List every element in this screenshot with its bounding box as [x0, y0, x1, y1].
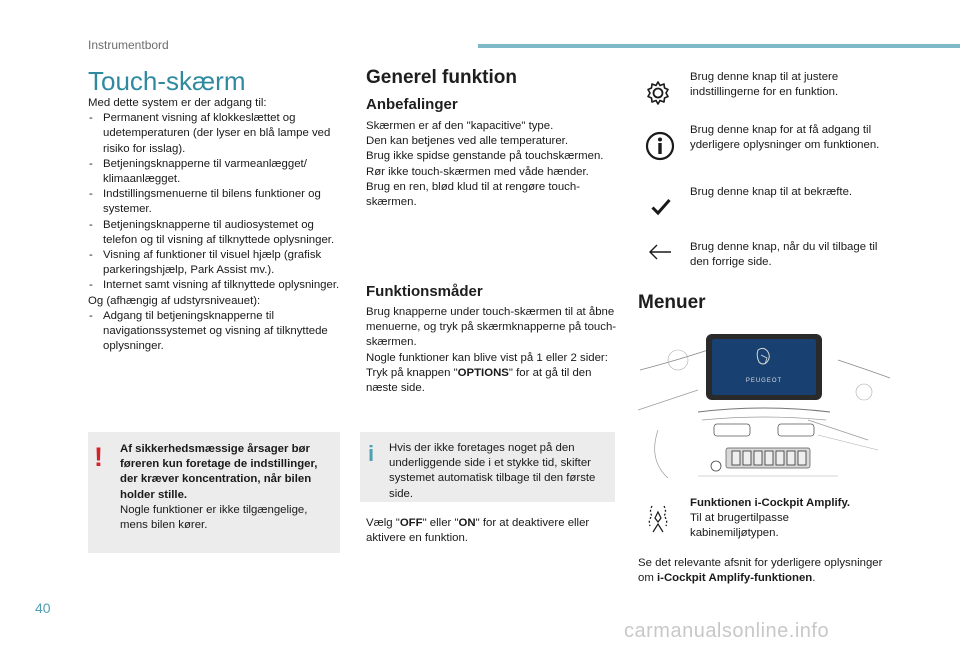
- recommendation-line: Brug en ren, blød klud til at rengøre touch-skærmen.: [366, 180, 580, 209]
- warning-bold-text: Af sikkerhedsmæssige årsager bør føreren kun foretage de indstillinger, der kræver koncentration, når bilen holder stille.: [120, 443, 318, 501]
- see-text-part: Se det relevante afsnit for yderligere oplysninger om: [638, 557, 883, 585]
- list-item: - Betjeningsknapperne til audiosystemet og telefon og til visning af tilknyttede oplysninger.: [88, 218, 344, 248]
- info-note-text: Hvis der ikke foretages noget på den underliggende side i et stykke tid, skifter systemet automatisk tilbage til den første side.: [389, 442, 596, 500]
- outro-text: Og (afhængig af udstyrsniveauet):: [88, 294, 261, 307]
- toggle-text-part: Vælg ": [366, 517, 400, 529]
- list-item: - Visning af funktioner til visuel hjælp (grafisk parkeringshjælp, Park Assist mv.).: [88, 248, 344, 278]
- toggle-text-part: " eller ": [422, 517, 459, 529]
- list-item: - Permanent visning af klokkeslættet og udetemperaturen (der lyser en blå lampe ved risiko for isslag).: [88, 111, 344, 157]
- warning-icon: !: [94, 442, 103, 472]
- list-item: - Adgang til betjeningsknapperne til navigationssystemet og visning af tilknyttede oplysninger.: [88, 309, 344, 355]
- list-item: - Internet samt visning af tilknyttede oplysninger.: [88, 278, 344, 293]
- safety-warning-text: [120, 442, 330, 533]
- recommendation-line: Skærmen er af den "kapacitive" type.: [366, 120, 554, 132]
- optional-feature-list: [88, 309, 344, 355]
- recommendation-line: Rør ikke touch-skærmen med våde hænder.: [366, 165, 589, 178]
- amplify-body: Til at brugertilpasse kabinemiljøtypen.: [690, 512, 789, 540]
- see-bold-reference: i-Cockpit Amplify-funktionen: [657, 572, 813, 585]
- general-function-title: Generel funktion: [366, 67, 517, 88]
- see-text-part: .: [812, 572, 816, 585]
- intro-text: Med dette system er der adgang til:: [88, 97, 267, 109]
- modes-options-paragraph: [366, 351, 618, 397]
- modes-heading: Funktionsmåder: [366, 283, 483, 300]
- dashboard-illustration: [638, 330, 892, 480]
- settings-icon-description: Brug denne knap til at justere indstillingerne for en funktion.: [690, 71, 839, 99]
- back-icon-description: Brug denne knap, når du vil tilbage til den forrige side.: [690, 241, 878, 269]
- options-keyword: OPTIONS: [457, 366, 509, 379]
- on-keyword: ON: [458, 517, 476, 529]
- modes-text-part: " for at gå til den næste side.: [366, 366, 592, 395]
- info-mark-icon: i: [368, 441, 375, 466]
- recommendations-text: [366, 119, 618, 210]
- modes-text: [366, 305, 618, 396]
- header-accent-bar: [478, 44, 960, 48]
- checkmark-icon: [651, 198, 671, 216]
- toggle-instruction-text: [366, 516, 616, 546]
- amplify-icon: [645, 502, 671, 536]
- confirm-icon-description: Brug denne knap til at bekræfte.: [690, 186, 853, 198]
- list-item: - Indstillingsmenuerne til bilens funktioner og systemer.: [88, 187, 344, 217]
- modes-text-part: Nogle funktioner kan blive vist på 1 eller 2 sider: Tryk på knappen ": [366, 351, 608, 379]
- feature-list: [88, 111, 344, 293]
- amplify-description: [690, 496, 880, 542]
- section-label: Instrumentbord: [88, 38, 169, 52]
- info-icon-description: Brug denne knap for at få adgang til yderligere oplysninger om funktionen.: [690, 124, 880, 152]
- see-section-text: [638, 556, 888, 586]
- off-keyword: OFF: [399, 517, 423, 529]
- touch-screen-intro-block: [88, 96, 344, 354]
- amplify-title: Funktionen i-Cockpit Amplify.: [690, 497, 851, 509]
- recommendation-line: Brug ikke spidse genstande på touchskærmen.: [366, 150, 604, 163]
- menus-title: Menuer: [638, 292, 706, 313]
- info-circle-icon: [645, 131, 675, 161]
- page-number: 40: [35, 600, 51, 616]
- recommendations-heading: Anbefalinger: [366, 96, 458, 113]
- modes-paragraph: Brug knapperne under touch-skærmen til at åbne menuerne, og tryk på skærmknapperne på touch-skærmen.: [366, 306, 617, 349]
- toggle-text-part: " for at deaktivere eller aktivere en funktion.: [366, 517, 590, 545]
- list-item: - Betjeningsknapperne til varmeanlægget/ klimaanlægget.: [88, 157, 344, 187]
- watermark-text: carmanualsonline.info: [624, 620, 830, 642]
- screen-brand-label: PEUGEOT: [745, 378, 783, 384]
- warning-normal-text: Nogle funktioner er ikke tilgængelige, mens bilen kører.: [120, 503, 308, 532]
- touch-screen-title: Touch-skærm: [88, 66, 246, 96]
- settings-gear-icon: [645, 80, 671, 106]
- recommendation-line: Den kan betjenes ved alle temperaturer.: [366, 135, 568, 148]
- back-arrow-icon: [648, 244, 672, 260]
